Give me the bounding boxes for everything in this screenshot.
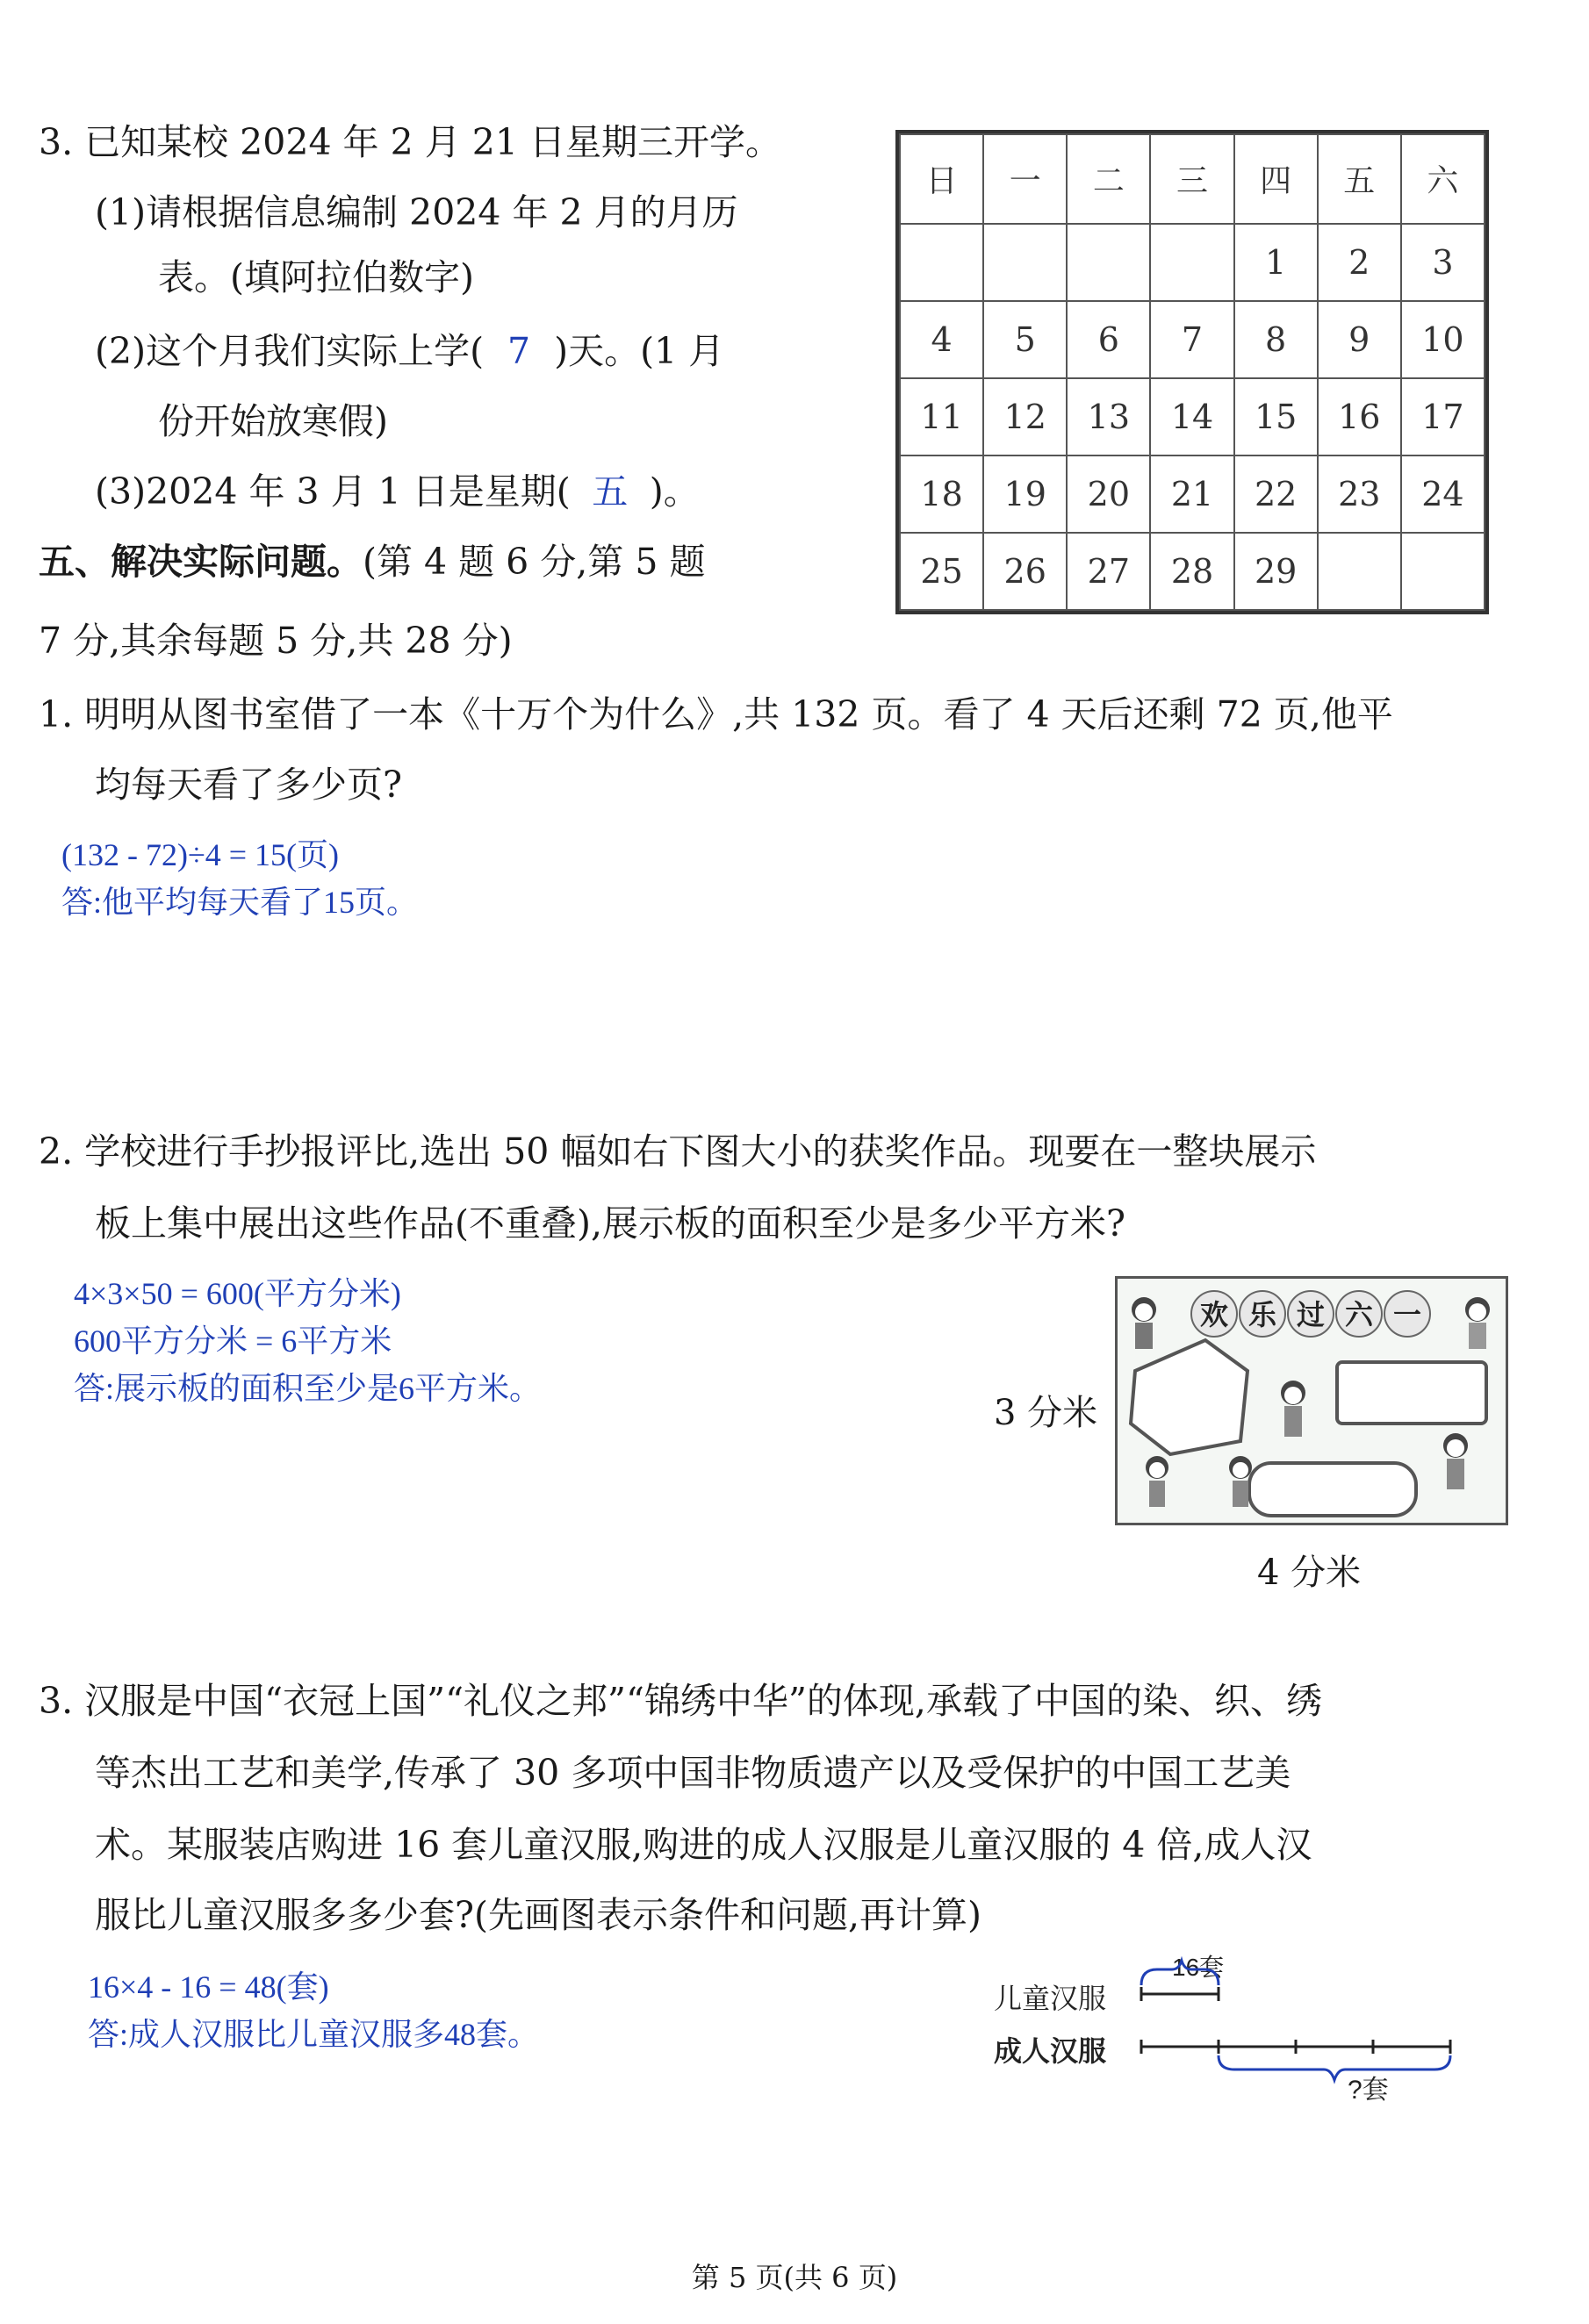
kid-figure-6 [1443, 1433, 1468, 1489]
q2-line1: 2. 学校进行手抄报评比,选出 50 幅如右下图大小的获奖作品。现要在一整块展示 [39, 1130, 1317, 1173]
calendar-day: 18 [900, 455, 983, 533]
hanfu-line-diagram [974, 1948, 1501, 2106]
poster-height-label: 3 分米 [994, 1393, 1098, 1433]
calendar-week-row [900, 533, 1485, 610]
p4q3-sub1-line2: 表。(填阿拉伯数字) [158, 256, 474, 298]
diagram-child-value: 16套 [1172, 1954, 1225, 1981]
poster-title-char: 过 [1296, 1298, 1326, 1331]
calendar-day: 7 [1150, 301, 1233, 378]
kid-figure-1 [1132, 1297, 1156, 1349]
calendar-header: 一 [983, 134, 1067, 224]
poster-hexagon-frame [1131, 1340, 1247, 1454]
poster-title-char: 六 [1344, 1298, 1374, 1331]
poster-rect-frame [1337, 1362, 1486, 1424]
q2-line2: 板上集中展出这些作品(不重叠),展示板的面积至少是多少平方米? [95, 1202, 1126, 1244]
calendar-day: 1 [1234, 224, 1318, 301]
q1-line2: 均每天看了多少页? [95, 764, 402, 806]
p4q3-sub3-post: )。 [649, 470, 700, 513]
calendar-day [1067, 224, 1150, 301]
calendar-day: 22 [1234, 455, 1318, 533]
calendar-day: 13 [1067, 378, 1150, 455]
handwritten-newspaper-poster [1115, 1276, 1508, 1525]
p4q3-sub3-answer: 五 [592, 470, 629, 513]
calendar-header: 日 [900, 134, 983, 224]
calendar-day: 3 [1401, 224, 1485, 301]
calendar-day: 6 [1067, 301, 1150, 378]
p4q3-sub2-line2: 份开始放寒假) [158, 400, 388, 442]
calendar-week-row [900, 455, 1485, 533]
poster-oval-frame [1249, 1463, 1416, 1516]
calendar-day: 27 [1067, 533, 1150, 610]
calendar-day: 25 [900, 533, 983, 610]
calendar-day: 20 [1067, 455, 1150, 533]
calendar-header: 六 [1401, 134, 1485, 224]
kid-figure-4 [1146, 1456, 1168, 1507]
calendar-day [983, 224, 1067, 301]
calendar-day [1318, 533, 1401, 610]
calendar-day: 17 [1401, 378, 1485, 455]
calendar-day: 19 [983, 455, 1067, 533]
q3-answer-calc: 16×4 - 16 = 48(套) [88, 1969, 329, 2005]
calendar-week-row [900, 378, 1485, 455]
q3-line3: 术。某服装店购进 16 套儿童汉服,购进的成人汉服是儿童汉服的 4 倍,成人汉 [95, 1824, 1312, 1866]
calendar-day: 4 [900, 301, 983, 378]
p4q3-sub2 [95, 330, 725, 372]
calendar-day: 23 [1318, 455, 1401, 533]
calendar-header: 四 [1234, 134, 1318, 224]
section5-heading [39, 541, 706, 583]
calendar-day: 5 [983, 301, 1067, 378]
q2-answer-calc1: 4×3×50 = 600(平方分米) [74, 1276, 401, 1311]
q2-answer-text: 答:展示板的面积至少是6平方米。 [74, 1371, 542, 1406]
p4q3-sub1-line1: (1)请根据信息编制 2024 年 2 月的月历 [95, 191, 738, 233]
calendar-header-row [900, 134, 1485, 224]
diagram-question-label: ?套 [1348, 2076, 1389, 2105]
calendar-day: 15 [1234, 378, 1318, 455]
q1-answer-text: 答:他平均每天看了15页。 [61, 885, 419, 920]
calendar-day: 21 [1150, 455, 1233, 533]
p4q3-sub3-pre: (3)2024 年 3 月 1 日是星期( [95, 470, 571, 513]
p4q3-sub2-post: )天。(1 月 [554, 330, 725, 372]
calendar-day: 8 [1234, 301, 1318, 378]
p4q3-sub3 [95, 470, 700, 513]
calendar-header: 二 [1067, 134, 1150, 224]
q3-line1: 3. 汉服是中国“衣冠上国”“礼仪之邦”“锦绣中华”的体现,承载了中国的染、织、绣 [39, 1680, 1322, 1722]
calendar-day [1150, 224, 1233, 301]
poster-title-char: 一 [1392, 1298, 1422, 1331]
poster-illustration [1118, 1279, 1506, 1523]
poster-title-char: 欢 [1199, 1298, 1229, 1331]
diagram-lines [974, 1948, 1501, 2106]
diagram-child-label: 儿童汉服 [994, 1983, 1107, 2014]
calendar-week-row [900, 224, 1485, 301]
diagram-adult-label: 成人汉服 [994, 2035, 1107, 2067]
calendar-day [1401, 533, 1485, 610]
calendar-day: 28 [1150, 533, 1233, 610]
child-brace [1141, 1961, 1219, 1985]
calendar-day: 16 [1318, 378, 1401, 455]
calendar-day: 10 [1401, 301, 1485, 378]
q2-answer-calc2: 600平方分米 = 6平方米 [74, 1323, 392, 1359]
section5-heading-rest: (第 4 题 6 分,第 5 题 [363, 541, 706, 583]
kid-figure-2 [1465, 1297, 1490, 1349]
calendar-day [900, 224, 983, 301]
poster-width-label: 4 分米 [1257, 1553, 1362, 1593]
calendar-day: 2 [1318, 224, 1401, 301]
poster-title-char: 乐 [1247, 1298, 1277, 1331]
section5-heading-bold: 五、解决实际问题。 [39, 541, 363, 583]
p4q3-title: 3. 已知某校 2024 年 2 月 21 日星期三开学。 [39, 121, 781, 163]
q1-answer-calc: (132 - 72)÷4 = 15(页) [61, 837, 340, 872]
kid-figure-3 [1281, 1381, 1305, 1437]
calendar-header: 五 [1318, 134, 1401, 224]
calendar-header: 三 [1150, 134, 1233, 224]
calendar-week-row [900, 301, 1485, 378]
calendar-day: 26 [983, 533, 1067, 610]
page-footer: 第 5 页(共 6 页) [691, 2261, 898, 2294]
question-brace [1219, 2055, 1450, 2080]
calendar-day: 12 [983, 378, 1067, 455]
calendar-day: 24 [1401, 455, 1485, 533]
section5-heading-line2: 7 分,其余每题 5 分,共 28 分) [39, 620, 513, 662]
q3-line4: 服比儿童汉服多多少套?(先画图表示条件和问题,再计算) [95, 1894, 982, 1936]
calendar-table [895, 130, 1489, 614]
calendar-day: 29 [1234, 533, 1318, 610]
calendar-day: 11 [900, 378, 983, 455]
p4q3-sub2-pre: (2)这个月我们实际上学( [95, 330, 485, 372]
p4q3-sub2-answer: 7 [507, 330, 531, 372]
q3-line2: 等杰出工艺和美学,传承了 30 多项中国非物质遗产以及受保护的中国工艺美 [95, 1752, 1291, 1794]
calendar-day: 14 [1150, 378, 1233, 455]
calendar-day: 9 [1318, 301, 1401, 378]
q1-line1: 1. 明明从图书室借了一本《十万个为什么》,共 132 页。看了 4 天后还剩 72 页,他平 [39, 693, 1393, 735]
q3-answer-text: 答:成人汉服比儿童汉服多48套。 [88, 2017, 540, 2052]
